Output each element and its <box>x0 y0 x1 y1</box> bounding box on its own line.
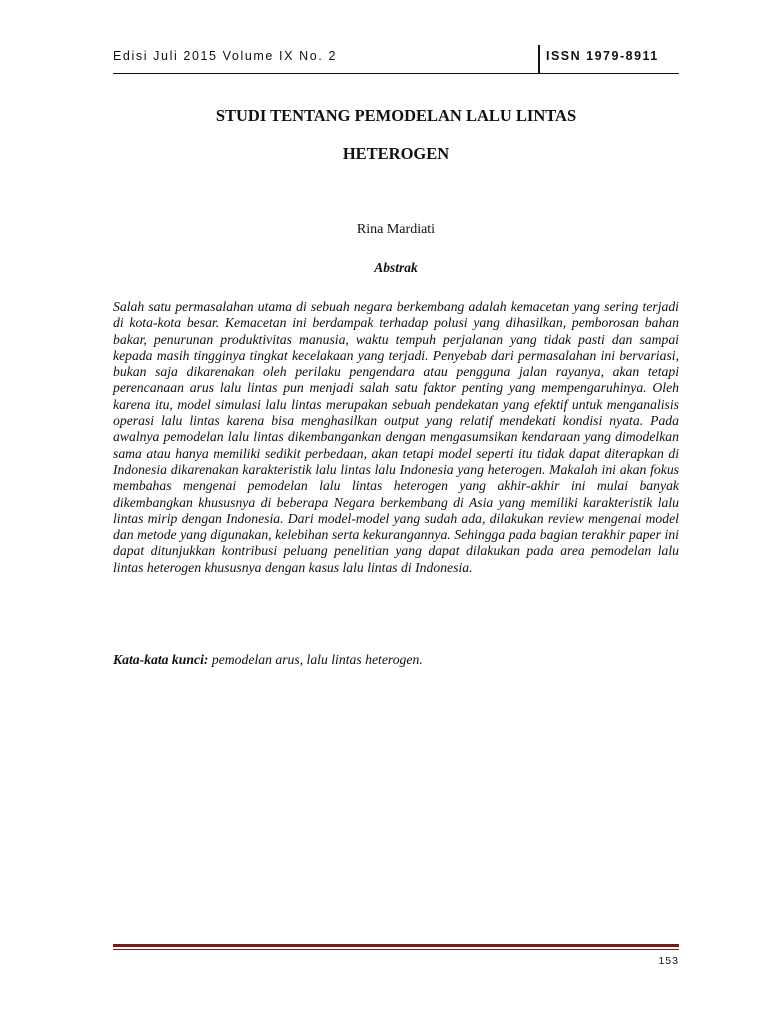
author-name: Rina Mardiati <box>356 222 436 237</box>
keywords-line <box>113 652 679 668</box>
header-rule <box>113 73 679 74</box>
abstract-heading: Abstrak <box>374 260 418 275</box>
keywords-text: pemodelan arus, lalu lintas heterogen. <box>208 652 423 667</box>
keywords-label: Kata-kata kunci: <box>113 652 209 667</box>
footer-rule-thin <box>113 949 679 950</box>
page-number: 153 <box>658 955 679 967</box>
issn-label: ISSN 1979-8911 <box>546 49 659 63</box>
running-header <box>113 45 679 75</box>
edition-info: Edisi Juli 2015 Volume IX No. 2 <box>113 49 338 63</box>
article-title-line-1: STUDI TENTANG PEMODELAN LALU LINTAS <box>215 106 577 125</box>
header-divider <box>538 45 540 73</box>
footer-rule-thick <box>113 944 679 947</box>
abstract-body: Salah satu permasalahan utama di sebuah negara berkembang adalah kemacetan yang sering terjadi di kota-kota besar. Kemacetan ini berdampak terhadap polusi yang dihasilkan, pemborosan bahan bakar, penurunan produktivitas manusia, waktu tempuh perjalanan yang tidak pasti dan sampai kepada masih tingginya tingkat kecelakaan yang terjadi. Penyebab dari permasalahan ini bervariasi, bukan saja dikarenakan oleh perilaku pengendara atau pengguna jalan rayanya, akan tetapi perencanaan arus lalu lintas pun menjadi salah satu faktor penting yang mempengaruhinya. Oleh karena itu, model simulasi lalu lintas merupakan sebuah pendekatan yang efektif untuk menganalisis operasi lalu lintas karena bisa menghasilkan output yang relatif mendekati kondisi nyata. Pada awalnya pemodelan lalu lintas dikembangankan dengan mengasumsikan kendaraan yang dimodelkan sama atau hanya memiliki sedikit perbedaan, akan tetapi model seperti itu tidak dapat diterapkan di Indonesia dikarenakan karakteristik lalu lintas lalu Indonesia yang heterogen. Makalah ini akan fokus membahas mengenai pemodelan lalu lintas heterogen yang akhir-akhir ini mulai banyak dikembangkan khususnya di beberapa Negara berkembang di Asia yang memiliki karakteristik lalu lintas mirip dengan Indonesia. Dari model-model yang sudah ada, dilakukan review mengenai model dan metode yang digunakan, kelebihan serta kekurangannya. Sehingga pada bagian terakhir paper ini dapat ditunjukkan kontribusi peluang penelitian yang dapat dilakukan pada area pemodelan lalu lintas heterogen khususnya dengan kasus lalu lintas di Indonesia. <box>113 299 679 575</box>
article-title-line-2: HETEROGEN <box>342 144 450 163</box>
